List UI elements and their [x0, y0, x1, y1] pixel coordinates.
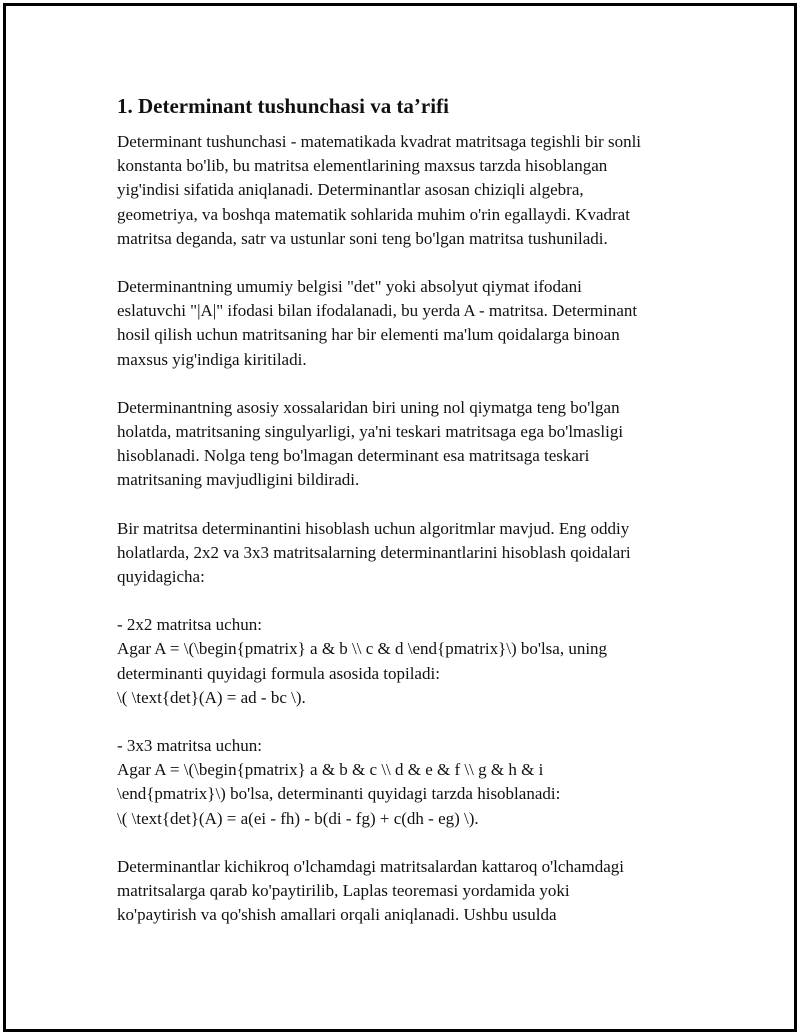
section-heading: 1. Determinant tushunchasi va ta’rifi — [117, 94, 449, 118]
paragraph-properties: Determinantning asosiy xossalaridan biri uning nol qiymatga teng bo'lgan holatda, matritsaning singulyarligi, ya'ni teskari matritsaga ega bo'lmasligi hisoblanadi. Nolga teng bo'lmagan determinant esa matritsaga teskari matritsaning mavjudligini bildiradi. — [117, 397, 624, 490]
paragraph-definition: Determinant tushunchasi - matematikada kvadrat matritsaga tegishli bir sonli konstanta bo'lib, bu matritsa elementlarining maxsus tarzda hisoblangan yig'indisi sifatida aniqlanadi. Determinantlar asosan chiziqli algebra, geometriya, va boshqa matematik sohlarida muhim o'rin egallaydi. Kvadrat matritsa deganda, satr va ustunlar soni teng bo'lgan matritsa tushuniladi. — [117, 132, 642, 248]
paragraph-notation: Determinantning umumiy belgisi "det" yoki absolyut qiymat ifodani eslatuvchi "|A|" ifodasi bilan ifodalanadi, bu yerda A - matritsa. Determinant hosil qilish uchun matritsaning har bir elementi ma'lum qoidalarga binoan maxsus yig'indiga kiritiladi. — [117, 277, 638, 369]
paragraph-algorithms: Bir matritsa determinantini hisoblash uchun algoritmlar mavjud. Eng oddiy holatlarda, 2x2 va 3x3 matritsalarning determinantlarini hisoblash qoidalari quyidagicha: — [117, 518, 631, 587]
document-body — [117, 92, 707, 927]
paragraph-3x3-rule: - 3x3 matritsa uchun: Agar A = \(\begin{pmatrix} a & b & c \\ d & e & f \\ g & h & i \end{pmatrix}\) bo'lsa, determinanti quyidagi tarzda hisoblanadi: \( \text{det}(A) = a(ei - fh) - b(di - fg) + c(dh - eg) \). — [117, 736, 561, 828]
paragraph-2x2-rule: - 2x2 matritsa uchun: Agar A = \(\begin{pmatrix} a & b \\ c & d \end{pmatrix}\) bo'lsa, uning determinanti quyidagi formula asosida topiladi: \( \text{det}(A) = ad - bc \). — [117, 615, 608, 707]
paragraph-laplace: Determinantlar kichikroq o'lchamdagi matritsalardan kattaroq o'lchamdagi matritsalarga qarab ko'paytirilib, Laplas teoremasi yordamida yoki ko'paytirish va qo'shish amallari orqali aniqlanadi. Ushbu usulda — [117, 856, 624, 925]
